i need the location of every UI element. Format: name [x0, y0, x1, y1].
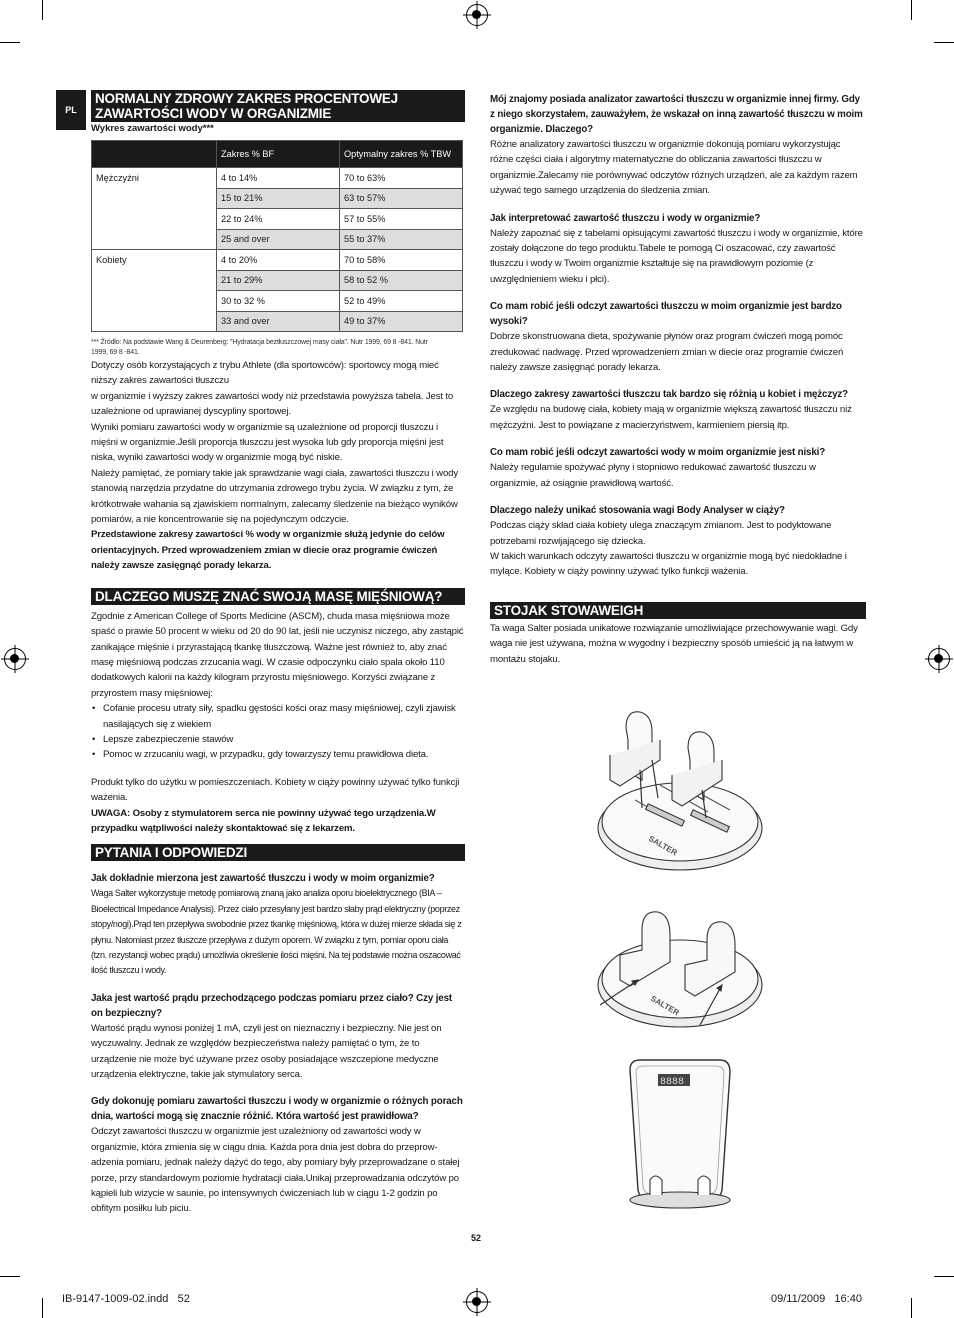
chart-label: Wykres zawartości wody***	[91, 123, 214, 134]
group-women: Kobiety	[92, 250, 217, 332]
faq-answer: Waga Salter wykorzystuje metodę pomiarową znaną jako analiza oporu bioelektrycznego (BIA – Bioelectrical Impedance Analysis). Przez ciało przesyłany jest bardzo słaby prąd elektryczny (poprzez stopy/nogi).Prąd ten przepływa swobodnie przez tkankę mięśniową, która w dużej mierze składa się z płynu. Natomiast przez tłuszcze przepływa z dużym oporem. W związku z tym, pomiar oporu ciała (tzn. rezystancji wobec prądu) umożliwia określenie ilości mięśni. Na tej podstawie można oszacować ilość tłuszczu i wody.	[91, 888, 462, 976]
paragraph: Dotyczy osób korzystających z trybu Athlete (dla sportowców): sportowcy mogą mieć niższy zakres zawartości tłuszczu	[91, 360, 439, 387]
right-column	[490, 92, 866, 667]
faq-answer: Należy zapoznać się z tabelami opisującymi zawartość tłuszczu i wody w organizmie, które zostały dołączone do tego produktu.Tabele te pomogą Ci oszacować, czy zawartość tłuszczu i wody w Twoim organizmie kształtuje się na prawidłowym poziomie (z uwzględnieniem wieku i płci).	[490, 227, 863, 285]
faq-question: Jak interpretować zawartość tłuszczu i wody w organizmie?	[490, 212, 761, 224]
group-men: Mężczyźni	[92, 168, 217, 250]
footer-timestamp: 09/11/2009 16:40	[771, 1293, 862, 1305]
table-cell: 4 to 20%	[217, 250, 340, 271]
paragraph: Zgodnie z American College of Sports Medicine (ASCM), chuda masa mięśniowa może spaść o prawie 50 procent w wieku od 20 do 90 lat, jeśli nie uczynisz niczego, aby zastąpić zanikające mięśnie i przyrastającą tkankę tłuszczową. Ważne jest również to, aby znać masę mięśniową podczas zrzucania wagi. W czasie odpoczynku ciało spala około 110 dodatkowych kalorii na każdy kilogram przyrostu mięśniowego. Korzyści związane z przyrostem masy mięśniowej:	[91, 610, 464, 699]
registration-mark-icon	[4, 648, 26, 670]
table-cell: 15 to 21%	[217, 188, 340, 209]
faq-question: Co mam robić jeśli odczyt zawartości wody w moim organizmie jest niski?	[490, 447, 826, 459]
left-column	[91, 90, 465, 1217]
warning-paragraph: UWAGA: Osoby z stymulatorem serca nie powinny używać tego urządzenia.W przypadku wątpliwości należy skontaktować się z lekarzem.	[91, 807, 436, 834]
faq-answer: Różne analizatory zawartości tłuszczu w organizmie dokonują pomiaru wykorzystując różne części ciała i algorytmy matematyczne do obliczania zawartości tłuszczu w organizmie.Zalecamy nie porównywać odczytów różnych urządzeń, ale za każdym razem używać tego samego urządzenia do śledzenia zmian.	[490, 139, 858, 197]
brand-logo: SALTER	[647, 833, 679, 858]
faq-question: Dlaczego zakresy zawartości tłuszczu tak bardzo się różnią u kobiet i mężczyz?	[490, 389, 848, 401]
table-cell: 52 to 49%	[340, 291, 463, 312]
table-row	[92, 168, 463, 189]
section-heading-water: NORMALNY ZDROWY ZAKRES PROCENTOWEJ ZAWARTOŚCI WODY W ORGANIZMIE	[91, 90, 465, 122]
table-cell: 22 to 24%	[217, 209, 340, 230]
table-header: Optymalny zakres % TBW	[340, 141, 463, 168]
source-note: *** Źródło: Na podstawie Wang & Deurenberg: "Hydratacja beztłuszczowej masy ciała". Nutr 1999, 69 8 -841. Nutr 1999, 69 8 -841.	[91, 339, 428, 356]
table-cell: 55 to 37%	[340, 229, 463, 250]
table-cell: 70 to 63%	[340, 168, 463, 189]
table-cell: 49 to 37%	[340, 311, 463, 332]
table-header-row	[92, 141, 463, 168]
crop-mark	[42, 0, 43, 20]
crop-mark	[911, 0, 912, 20]
base-illustration-1	[598, 712, 762, 870]
registration-mark-icon	[466, 1291, 488, 1313]
table-cell: 30 to 32 %	[217, 291, 340, 312]
crop-mark	[934, 1276, 954, 1277]
table-header: Zakres % BF	[217, 141, 340, 168]
faq-answer: Dobrze skonstruowana dieta, spożywanie płynów oraz program ćwiczeń mogą pomóc zredukować nadwagę. Przed wprowadzeniem zmian w diecie oraz programie ćwiczeń należy zawsze zasięgnąć porady lekarza.	[490, 331, 844, 374]
section-heading-muscle: DLACZEGO MUSZĘ ZNAĆ SWOJĄ MASĘ MIĘŚNIOWĄ?	[91, 588, 465, 605]
table-row	[92, 250, 463, 271]
table-cell: 21 to 29%	[217, 270, 340, 291]
faq-answer: W takich warunkach odczyty zawartości tłuszczu w organizmie mogą być niedokładne i mylące. Kobiety w ciąży powinny używać tylko funkcji ważenia.	[490, 550, 847, 578]
faq-question: Gdy dokonuję pomiaru zawartości tłuszczu i wody w organizmie o różnych porach dnia, wartości mogą się znacznie różnić. Która wartość jest prawidłowa?	[91, 1096, 463, 1123]
paragraph: Wyniki pomiaru zawartości wody w organizmie są uzależnione od proporcji tłuszczu i mięśni w organizmie.Jeśli proporcja tłuszczu jest wysoka lub gdy proporcja mięśni jest niska, wyniki zawartości wody w organizmie mogą być niskie.	[91, 421, 444, 464]
faq-answer: Wartość prądu wynosi poniżej 1 mA, czyli jest on nieznaczny i bezpieczny. Nie jest on wyczuwalny. Jednak ze względów bezpieczeństwa należy pamiętać o tym, że to urządzenie nie może być używane przez osoby posiadające wszczepione medyczne urządzenia elektryczne, takie jak stymulatory serca.	[91, 1022, 442, 1081]
list-item: • Pomoc w zrzucaniu wagi, w przypadku, gdy towarzyszy temu prawidłowa dieta.	[103, 747, 465, 762]
table-cell: 58 to 52 %	[340, 270, 463, 291]
crop-mark	[42, 1298, 43, 1318]
base-illustration-2	[598, 912, 762, 1027]
list-item: • Lepsze zabezpieczenie stawów	[103, 732, 465, 747]
water-range-table	[91, 140, 463, 332]
notice-paragraph: Przedstawione zakresy zawartości % wody w organizmie służą jedynie do celów orientacyjnych. Przed wprowadzeniem zmian w diecie oraz programie ćwiczeń należy zawsze zasięgnąć porady lekarza.	[91, 529, 445, 572]
brand-logo: SALTER	[649, 993, 681, 1018]
footer-file-info: IB-9147-1009-02.indd 52	[62, 1293, 190, 1305]
registration-mark-icon	[928, 648, 950, 670]
registration-mark-icon	[466, 4, 488, 26]
paragraph: w organizmie i wyższy zakres zawartości wody niż przedstawia powyższa tabela. Jest to uzależnione od uprawianej dyscypliny sportowej.	[91, 390, 454, 418]
table-cell: 57 to 55%	[340, 209, 463, 230]
scale-upright-illustration	[630, 1060, 730, 1208]
paragraph: Należy pamiętać, że pomiary takie jak sprawdzanie wagi ciała, zawartości tłuszczu i wody stanowią narzędzia przydatne do utrzymania zdrowego trybu życia. W związku z tym, że krótkotrwałe wahania są zjawiskiem normalnym, zalecamy śledzenie na bieżąco wyników pomiarów, a nie koncentrowanie się na pojedynczym odczycie.	[91, 467, 458, 526]
faq-question: Mój znajomy posiada analizator zawartości tłuszczu w organizmie innej firmy. Gdy z niego skorzystałem, zauważyłem, że wskazał on inną zawartość tłuszczu w moim organizmie. Dlaczego?	[490, 94, 863, 135]
crop-mark	[911, 1298, 912, 1318]
table-cell: 63 to 57%	[340, 188, 463, 209]
section-heading-stand: STOJAK STOWAWEIGH	[490, 602, 866, 619]
faq-answer: Odczyt zawartości tłuszczu w organizmie jest uzależniony od zawartości wody w organizmie, która zmienia się w ciągu dnia. Każda pora dnia jest dobra do przeprow-adzenia pomiaru, jednak należy dążyć do tego, aby pomiary były przeprowadzane o stałej porze, przy standardowym poziomie hydratacji ciała.Unikaj przeprowadzania odczytów po kąpieli lub wizycie w saunie, po intensywnych ćwiczeniach lub w ciągu 1-2 godzin po obfitym posiłku lub piciu.	[91, 1126, 460, 1215]
paragraph: Produkt tylko do użytku w pomieszczeniach. Kobiety w ciąży powinny używać tylko funkcji ważenia.	[91, 776, 460, 804]
table-cell: 33 and over	[217, 311, 340, 332]
stand-assembly-illustration	[590, 700, 780, 1210]
page-number: 52	[471, 1233, 482, 1243]
table-cell: 4 to 14%	[217, 168, 340, 189]
section-heading-faq: PYTANIA I ODPOWIEDZI	[91, 844, 465, 861]
crop-mark	[934, 42, 954, 43]
table-header	[92, 141, 217, 168]
crop-mark	[0, 42, 20, 43]
benefits-list	[91, 701, 465, 763]
faq-question: Dlaczego należy unikać stosowania wagi Body Analyser w ciąży?	[490, 505, 785, 517]
table-cell: 25 and over	[217, 229, 340, 250]
faq-question: Co mam robić jeśli odczyt zawartości tłuszczu w moim organizmie jest bardzo wysoki?	[490, 301, 842, 328]
crop-mark	[0, 1276, 20, 1277]
faq-question: Jak dokładnie mierzona jest zawartość tłuszczu i wody w moim organizmie?	[91, 873, 435, 885]
faq-answer: Podczas ciąży skład ciała kobiety ulega znaczącym zmianom. Jest to podyktowane potrzebami rozwijającego się dziecka.	[490, 520, 832, 547]
list-item: • Cofanie procesu utraty siły, spadku gęstości kości oraz masy mięśniowej, czyli zjawisk nasilających się z wiekiem	[103, 701, 465, 732]
table-cell: 70 to 58%	[340, 250, 463, 271]
faq-question: Jaka jest wartość prądu przechodzącego podczas pomiaru przez ciało? Czy jest on bezpieczny?	[91, 992, 452, 1019]
faq-answer: Ze względu na budowę ciała, kobiety mają w organizmie większą zawartość tłuszczu niż mężczyźni. Jest to powiązane z macierzyństwem, karmieniem piersią itp.	[490, 404, 852, 431]
scale-display: 8888	[660, 1077, 685, 1088]
faq-answer: Należy regularnie spożywać płyny i stopniowo redukować zawartość tłuszczu w organizmie, aż osiągnie prawidłową wartość.	[490, 462, 816, 489]
language-tab: PL	[56, 90, 86, 130]
paragraph: Ta waga Salter posiada unikatowe rozwiązanie umożliwiające przechowywanie wagi. Gdy waga nie jest używana, można w wygodny i bezpieczny sposób umieścić ją na łatwym w montażu stojaku.	[490, 622, 858, 665]
